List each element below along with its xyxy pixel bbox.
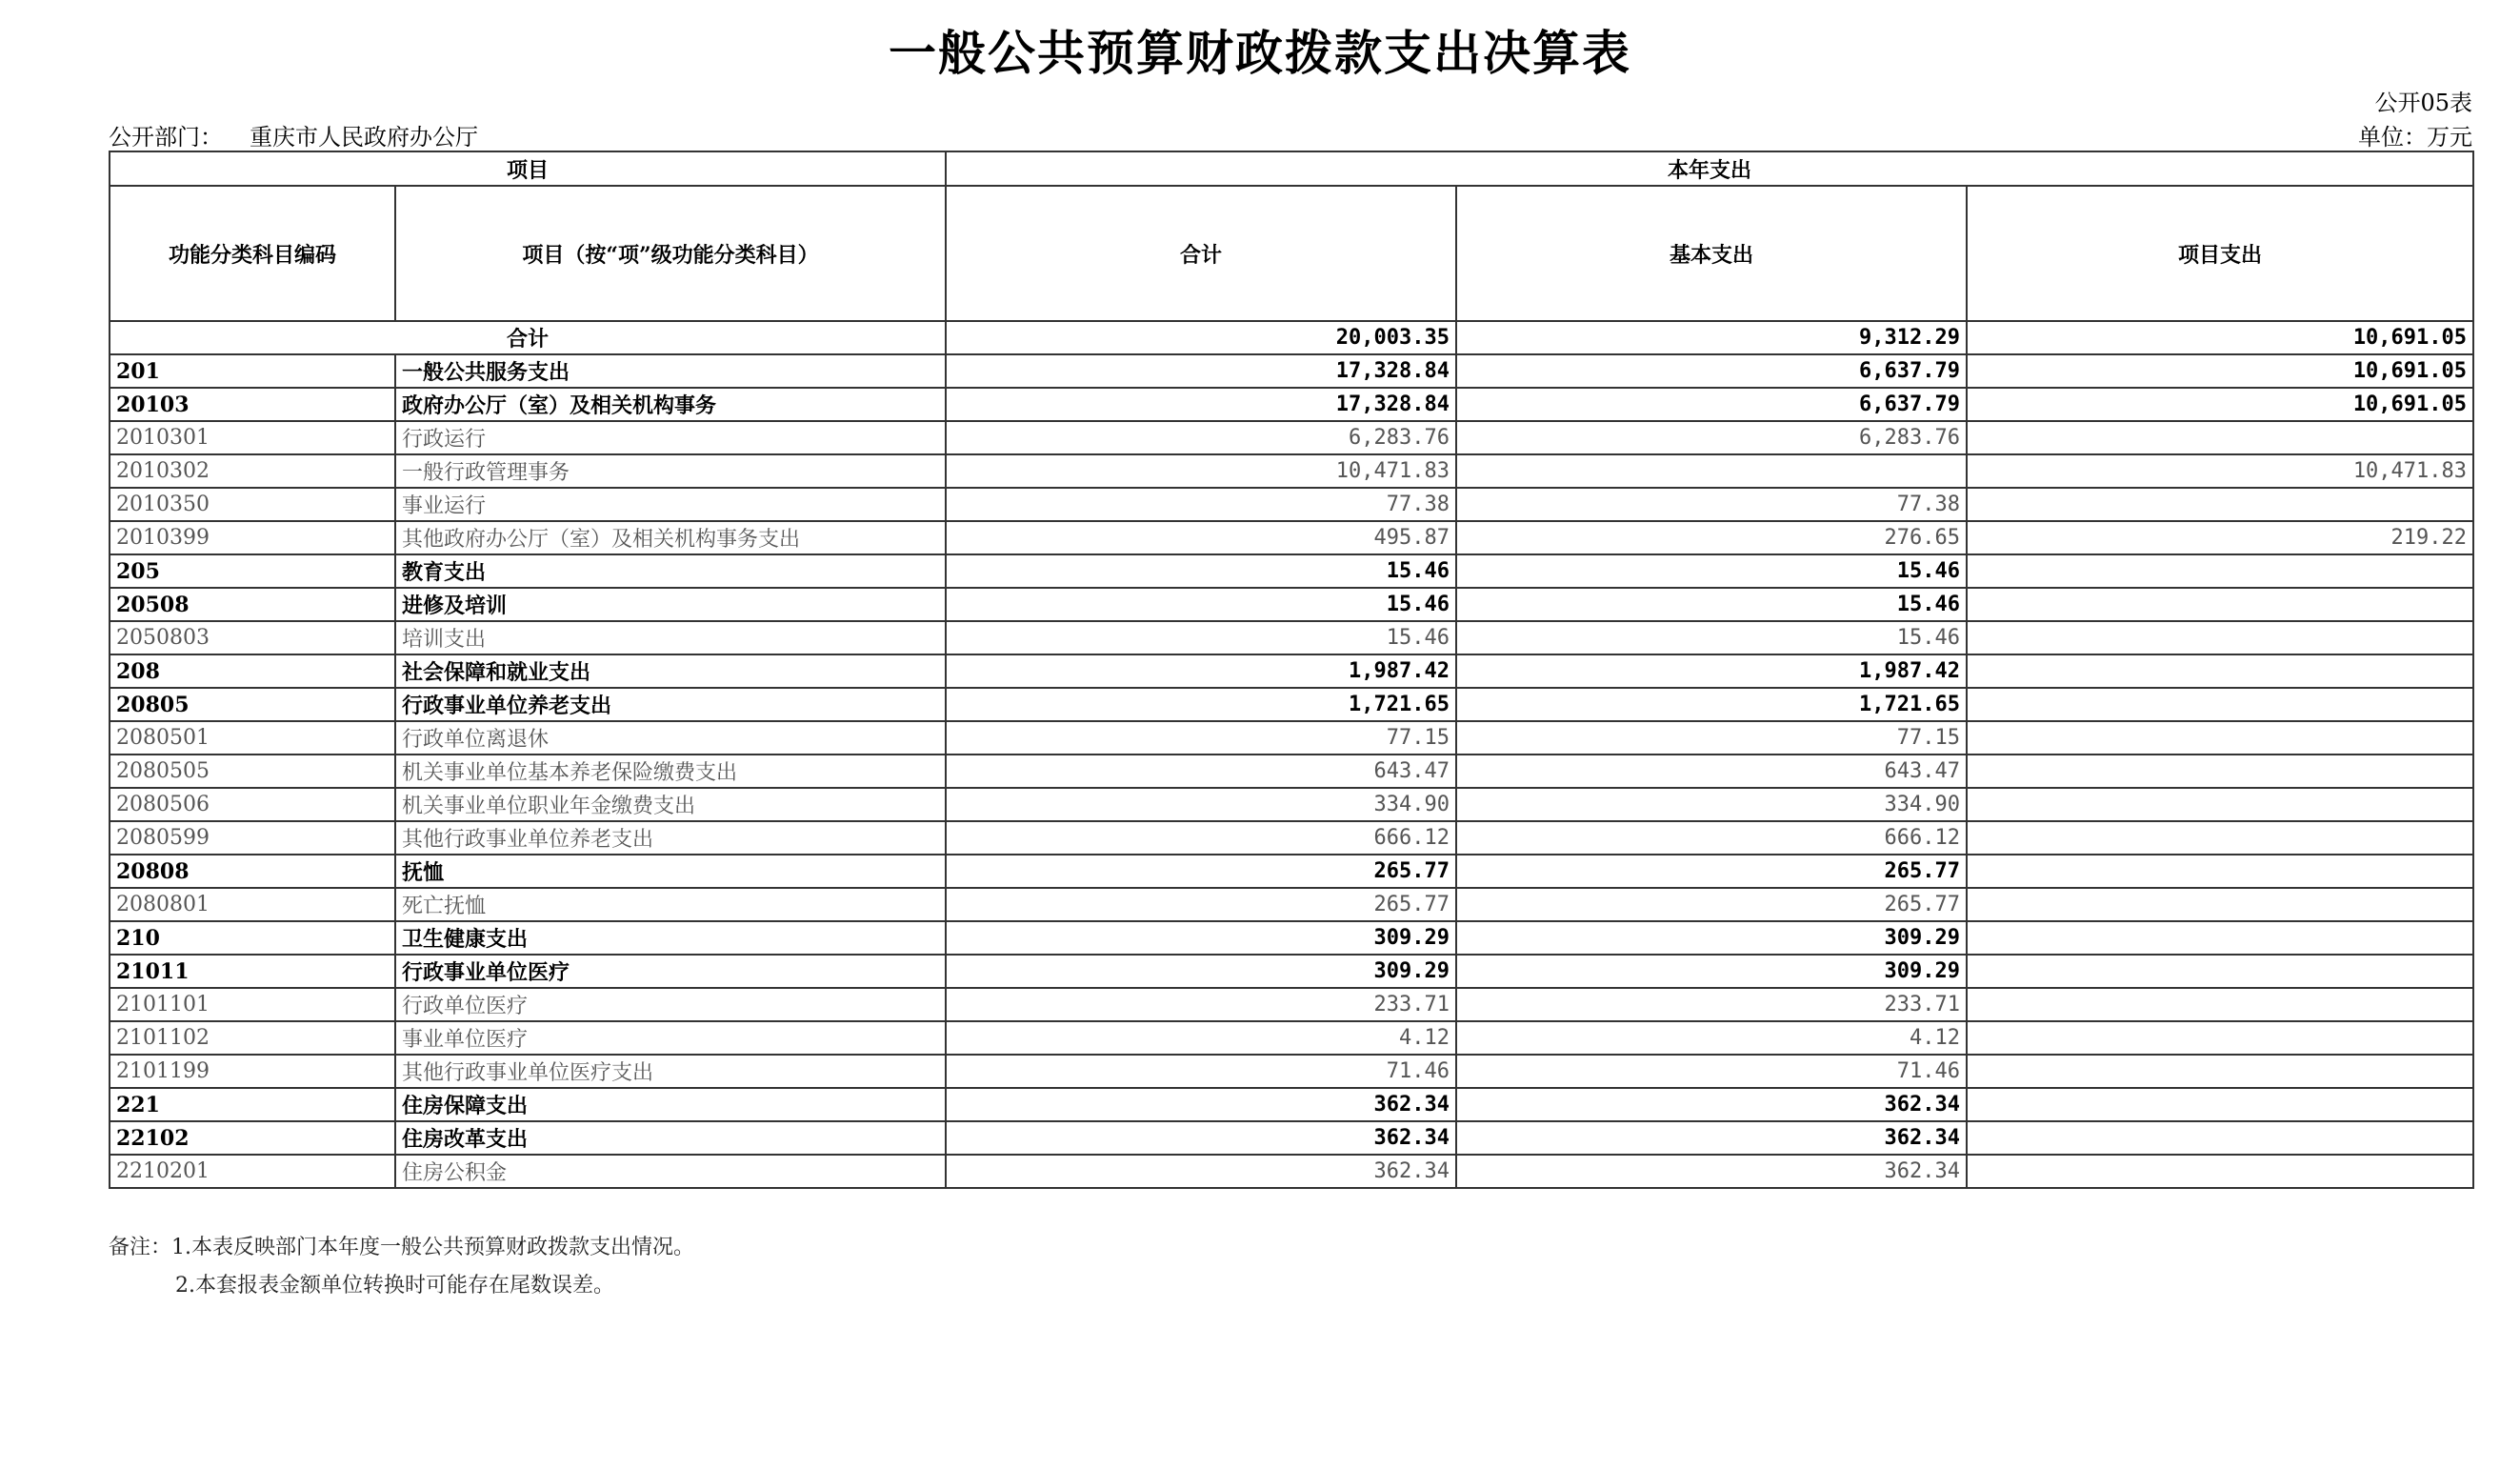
row-code: 20805 <box>110 688 395 721</box>
row-total: 15.46 <box>946 621 1456 654</box>
row-code: 201 <box>110 354 395 388</box>
row-project <box>1967 621 2473 654</box>
table-body <box>110 321 2473 1188</box>
row-code: 221 <box>110 1088 395 1121</box>
note-2: 2.本套报表金额单位转换时可能存在尾数误差。 <box>175 1274 614 1298</box>
row-basic: 1,721.65 <box>1456 688 1967 721</box>
row-project <box>1967 721 2473 755</box>
row-code: 22102 <box>110 1121 395 1155</box>
row-name: 抚恤 <box>395 855 946 888</box>
row-basic: 77.38 <box>1456 488 1967 521</box>
row-total: 4.12 <box>946 1021 1456 1055</box>
header-basic: 基本支出 <box>1456 186 1967 321</box>
row-project <box>1967 654 2473 688</box>
row-name: 其他政府办公厅（室）及相关机构事务支出 <box>395 521 946 554</box>
row-project <box>1967 1121 2473 1155</box>
row-basic: 309.29 <box>1456 955 1967 988</box>
row-basic: 276.65 <box>1456 521 1967 554</box>
row-total: 17,328.84 <box>946 354 1456 388</box>
row-total: 643.47 <box>946 755 1456 788</box>
row-total: 10,471.83 <box>946 454 1456 488</box>
row-code: 2080506 <box>110 788 395 821</box>
row-name: 行政单位离退休 <box>395 721 946 755</box>
row-project <box>1967 488 2473 521</box>
row-code: 2101101 <box>110 988 395 1021</box>
table-row <box>110 1088 2473 1121</box>
row-total: 15.46 <box>946 554 1456 588</box>
row-project <box>1967 554 2473 588</box>
table-row <box>110 354 2473 388</box>
row-project: 219.22 <box>1967 521 2473 554</box>
row-project <box>1967 821 2473 855</box>
row-project <box>1967 788 2473 821</box>
row-name: 事业单位医疗 <box>395 1021 946 1055</box>
row-basic: 15.46 <box>1456 554 1967 588</box>
row-total: 309.29 <box>946 921 1456 955</box>
row-basic: 265.77 <box>1456 888 1967 921</box>
row-code: 2080599 <box>110 821 395 855</box>
row-code: 2050803 <box>110 621 395 654</box>
row-name: 一般公共服务支出 <box>395 354 946 388</box>
row-name: 行政事业单位养老支出 <box>395 688 946 721</box>
table-row <box>110 988 2473 1021</box>
row-total: 265.77 <box>946 855 1456 888</box>
row-code: 2210201 <box>110 1155 395 1188</box>
table-row <box>110 1121 2473 1155</box>
table-row <box>110 421 2473 454</box>
row-code: 20808 <box>110 855 395 888</box>
row-project <box>1967 588 2473 621</box>
row-total: 77.38 <box>946 488 1456 521</box>
total-label: 合计 <box>110 321 946 354</box>
row-name: 卫生健康支出 <box>395 921 946 955</box>
row-code: 2101199 <box>110 1055 395 1088</box>
row-basic: 15.46 <box>1456 588 1967 621</box>
row-basic: 362.34 <box>1456 1088 1967 1121</box>
row-basic: 1,987.42 <box>1456 654 1967 688</box>
row-total: 362.34 <box>946 1121 1456 1155</box>
budget-table <box>109 151 2474 1189</box>
row-total: 15.46 <box>946 588 1456 621</box>
row-basic: 6,637.79 <box>1456 354 1967 388</box>
row-code: 2080505 <box>110 755 395 788</box>
total-project: 10,691.05 <box>1967 321 2473 354</box>
table-row <box>110 821 2473 855</box>
row-project: 10,471.83 <box>1967 454 2473 488</box>
page-title: 一般公共预算财政拨款支出决算表 <box>889 25 1631 81</box>
row-name: 机关事业单位基本养老保险缴费支出 <box>395 755 946 788</box>
table-row <box>110 955 2473 988</box>
notes <box>109 1229 694 1305</box>
row-code: 20103 <box>110 388 395 421</box>
row-name: 社会保障和就业支出 <box>395 654 946 688</box>
row-total: 362.34 <box>946 1155 1456 1188</box>
row-name: 机关事业单位职业年金缴费支出 <box>395 788 946 821</box>
row-code: 2080501 <box>110 721 395 755</box>
row-basic: 4.12 <box>1456 1021 1967 1055</box>
row-name: 一般行政管理事务 <box>395 454 946 488</box>
row-project: 10,691.05 <box>1967 388 2473 421</box>
table-row <box>110 1021 2473 1055</box>
row-project <box>1967 1021 2473 1055</box>
table-row <box>110 454 2473 488</box>
row-code: 210 <box>110 921 395 955</box>
row-name: 培训支出 <box>395 621 946 654</box>
row-code: 208 <box>110 654 395 688</box>
row-basic: 77.15 <box>1456 721 1967 755</box>
table-row <box>110 388 2473 421</box>
row-name: 事业运行 <box>395 488 946 521</box>
row-total: 265.77 <box>946 888 1456 921</box>
row-total: 1,987.42 <box>946 654 1456 688</box>
row-name: 教育支出 <box>395 554 946 588</box>
row-basic <box>1456 454 1967 488</box>
unit-label: 单位：万元 <box>2358 124 2472 151</box>
row-name: 政府办公厅（室）及相关机构事务 <box>395 388 946 421</box>
row-total: 17,328.84 <box>946 388 1456 421</box>
header-code: 功能分类科目编码 <box>110 186 395 321</box>
row-basic: 643.47 <box>1456 755 1967 788</box>
row-total: 6,283.76 <box>946 421 1456 454</box>
table-row <box>110 721 2473 755</box>
row-name: 进修及培训 <box>395 588 946 621</box>
row-name: 行政运行 <box>395 421 946 454</box>
department-name: 重庆市人民政府办公厅 <box>250 124 478 151</box>
row-code: 2010399 <box>110 521 395 554</box>
row-project <box>1967 888 2473 921</box>
row-name: 住房改革支出 <box>395 1121 946 1155</box>
row-total: 495.87 <box>946 521 1456 554</box>
row-code: 2010350 <box>110 488 395 521</box>
department-line <box>109 118 478 151</box>
row-basic: 265.77 <box>1456 855 1967 888</box>
total-row <box>110 321 2473 354</box>
row-project <box>1967 921 2473 955</box>
row-total: 666.12 <box>946 821 1456 855</box>
header-name: 项目（按“项”级功能分类科目） <box>395 186 946 321</box>
row-name: 行政事业单位医疗 <box>395 955 946 988</box>
note-1: 备注：1.本表反映部门本年度一般公共预算财政拨款支出情况。 <box>109 1236 694 1259</box>
row-basic: 233.71 <box>1456 988 1967 1021</box>
row-basic: 15.46 <box>1456 621 1967 654</box>
table-row <box>110 755 2473 788</box>
row-project <box>1967 988 2473 1021</box>
row-code: 2010301 <box>110 421 395 454</box>
row-project <box>1967 855 2473 888</box>
row-name: 行政单位医疗 <box>395 988 946 1021</box>
row-basic: 362.34 <box>1456 1155 1967 1188</box>
total-amount: 20,003.35 <box>946 321 1456 354</box>
table-row <box>110 888 2473 921</box>
table-row <box>110 654 2473 688</box>
row-basic: 309.29 <box>1456 921 1967 955</box>
table-row <box>110 621 2473 654</box>
row-name: 住房保障支出 <box>395 1088 946 1121</box>
row-name: 其他行政事业单位养老支出 <box>395 821 946 855</box>
department-label: 公开部门： <box>109 124 223 151</box>
row-total: 362.34 <box>946 1088 1456 1121</box>
header-total: 合计 <box>946 186 1456 321</box>
row-code: 205 <box>110 554 395 588</box>
total-basic: 9,312.29 <box>1456 321 1967 354</box>
table-row <box>110 1055 2473 1088</box>
row-name: 其他行政事业单位医疗支出 <box>395 1055 946 1088</box>
header-current-year: 本年支出 <box>946 151 2473 186</box>
table-row <box>110 521 2473 554</box>
row-total: 71.46 <box>946 1055 1456 1088</box>
row-basic: 6,283.76 <box>1456 421 1967 454</box>
row-total: 309.29 <box>946 955 1456 988</box>
header-project: 项目支出 <box>1967 186 2473 321</box>
row-name: 死亡抚恤 <box>395 888 946 921</box>
row-total: 77.15 <box>946 721 1456 755</box>
row-basic: 6,637.79 <box>1456 388 1967 421</box>
table-row <box>110 554 2473 588</box>
row-total: 233.71 <box>946 988 1456 1021</box>
row-project <box>1967 688 2473 721</box>
row-code: 21011 <box>110 955 395 988</box>
row-project <box>1967 1155 2473 1188</box>
table-row <box>110 788 2473 821</box>
row-project: 10,691.05 <box>1967 354 2473 388</box>
form-number: 公开05表 <box>2374 90 2472 116</box>
table-row <box>110 688 2473 721</box>
row-code: 2080801 <box>110 888 395 921</box>
row-basic: 666.12 <box>1456 821 1967 855</box>
table-row <box>110 855 2473 888</box>
row-total: 334.90 <box>946 788 1456 821</box>
row-project <box>1967 421 2473 454</box>
table-row <box>110 488 2473 521</box>
row-name: 住房公积金 <box>395 1155 946 1188</box>
row-project <box>1967 755 2473 788</box>
table-row <box>110 1155 2473 1188</box>
row-total: 1,721.65 <box>946 688 1456 721</box>
row-basic: 362.34 <box>1456 1121 1967 1155</box>
table-row <box>110 921 2473 955</box>
row-project <box>1967 955 2473 988</box>
row-basic: 71.46 <box>1456 1055 1967 1088</box>
row-project <box>1967 1055 2473 1088</box>
row-code: 2101102 <box>110 1021 395 1055</box>
row-project <box>1967 1088 2473 1121</box>
row-code: 20508 <box>110 588 395 621</box>
row-code: 2010302 <box>110 454 395 488</box>
table-row <box>110 588 2473 621</box>
row-basic: 334.90 <box>1456 788 1967 821</box>
header-item: 项目 <box>110 151 946 186</box>
